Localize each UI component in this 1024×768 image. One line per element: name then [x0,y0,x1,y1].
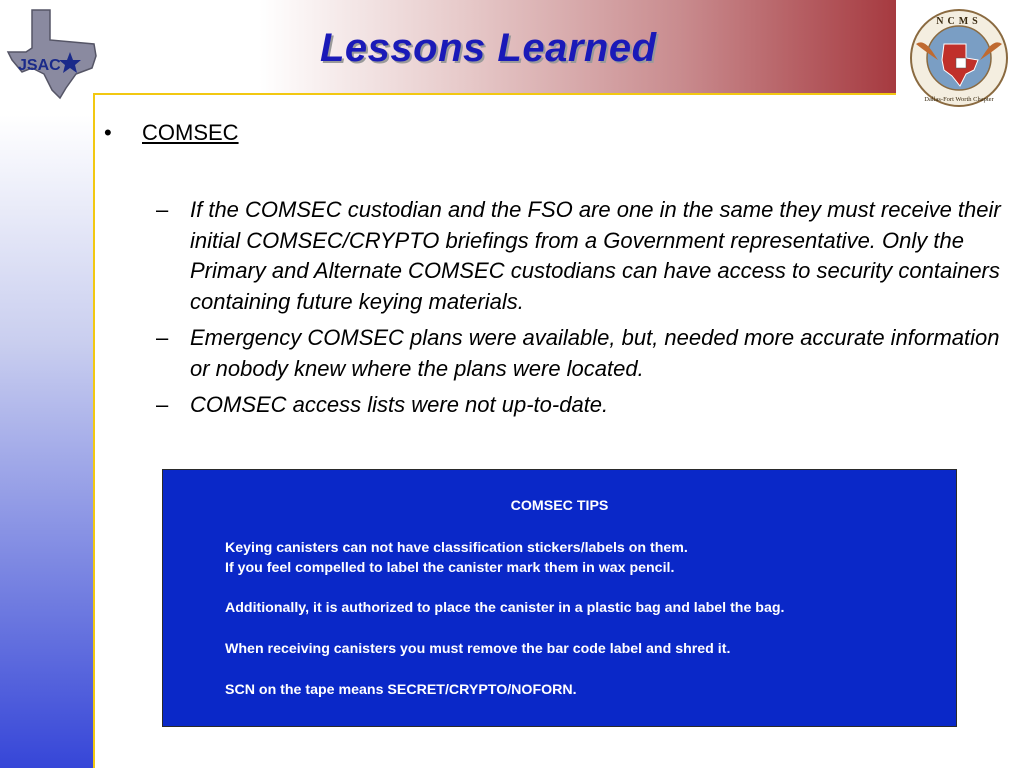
bullet-heading: COMSEC [142,120,239,145]
dash-marker: – [156,197,169,222]
dash-marker: – [156,325,169,350]
sub-bullet-item [156,195,1016,317]
tips-line: Keying canisters can not have classification stickers/labels on them. [225,540,688,556]
jsac-texas-logo [6,8,102,100]
tips-title: COMSEC TIPS [510,498,609,514]
bullet-marker: • [104,120,112,145]
jsac-logo-text: JSAC [18,57,61,74]
ncms-dallas-fort-worth-logo [904,8,1014,108]
sub-bullet-text: COMSEC access lists were not up-to-date. [190,392,609,417]
vertical-accent-line [93,93,95,768]
page-title: Lessons Learned [320,26,657,70]
left-gradient-bar [0,115,93,768]
tips-line: If you feel compelled to label the canister mark them in wax pencil. [225,560,675,576]
sub-bullet-item [156,323,1016,384]
dash-marker: – [156,392,169,417]
ncms-top-text: NCMS [936,16,982,27]
tips-line: When receiving canisters you must remove the bar code label and shred it. [225,641,731,657]
tips-line: Additionally, it is authorized to place the canister in a plastic bag and label the bag. [225,600,785,616]
sub-bullet-text: Emergency COMSEC plans were available, but, needed more accurate information or nobody knew where the plans were located. [190,325,1000,381]
sub-bullet-text: If the COMSEC custodian and the FSO are one in the same they must receive their initial COMSEC/CRYPTO briefings from a Government representative. Only the Primary and Alternate COMSEC custodians can have access to security containers containing future keying materials. [190,197,1001,314]
ncms-bottom-text: Dallas-Fort Worth Chapter [924,96,994,103]
horizontal-accent-line [93,93,896,95]
sub-bullet-list [156,195,1016,427]
sub-bullet-item [156,390,1016,421]
comsec-tips-box [162,469,957,727]
tips-line: SCN on the tape means SECRET/CRYPTO/NOFORN. [225,682,577,698]
